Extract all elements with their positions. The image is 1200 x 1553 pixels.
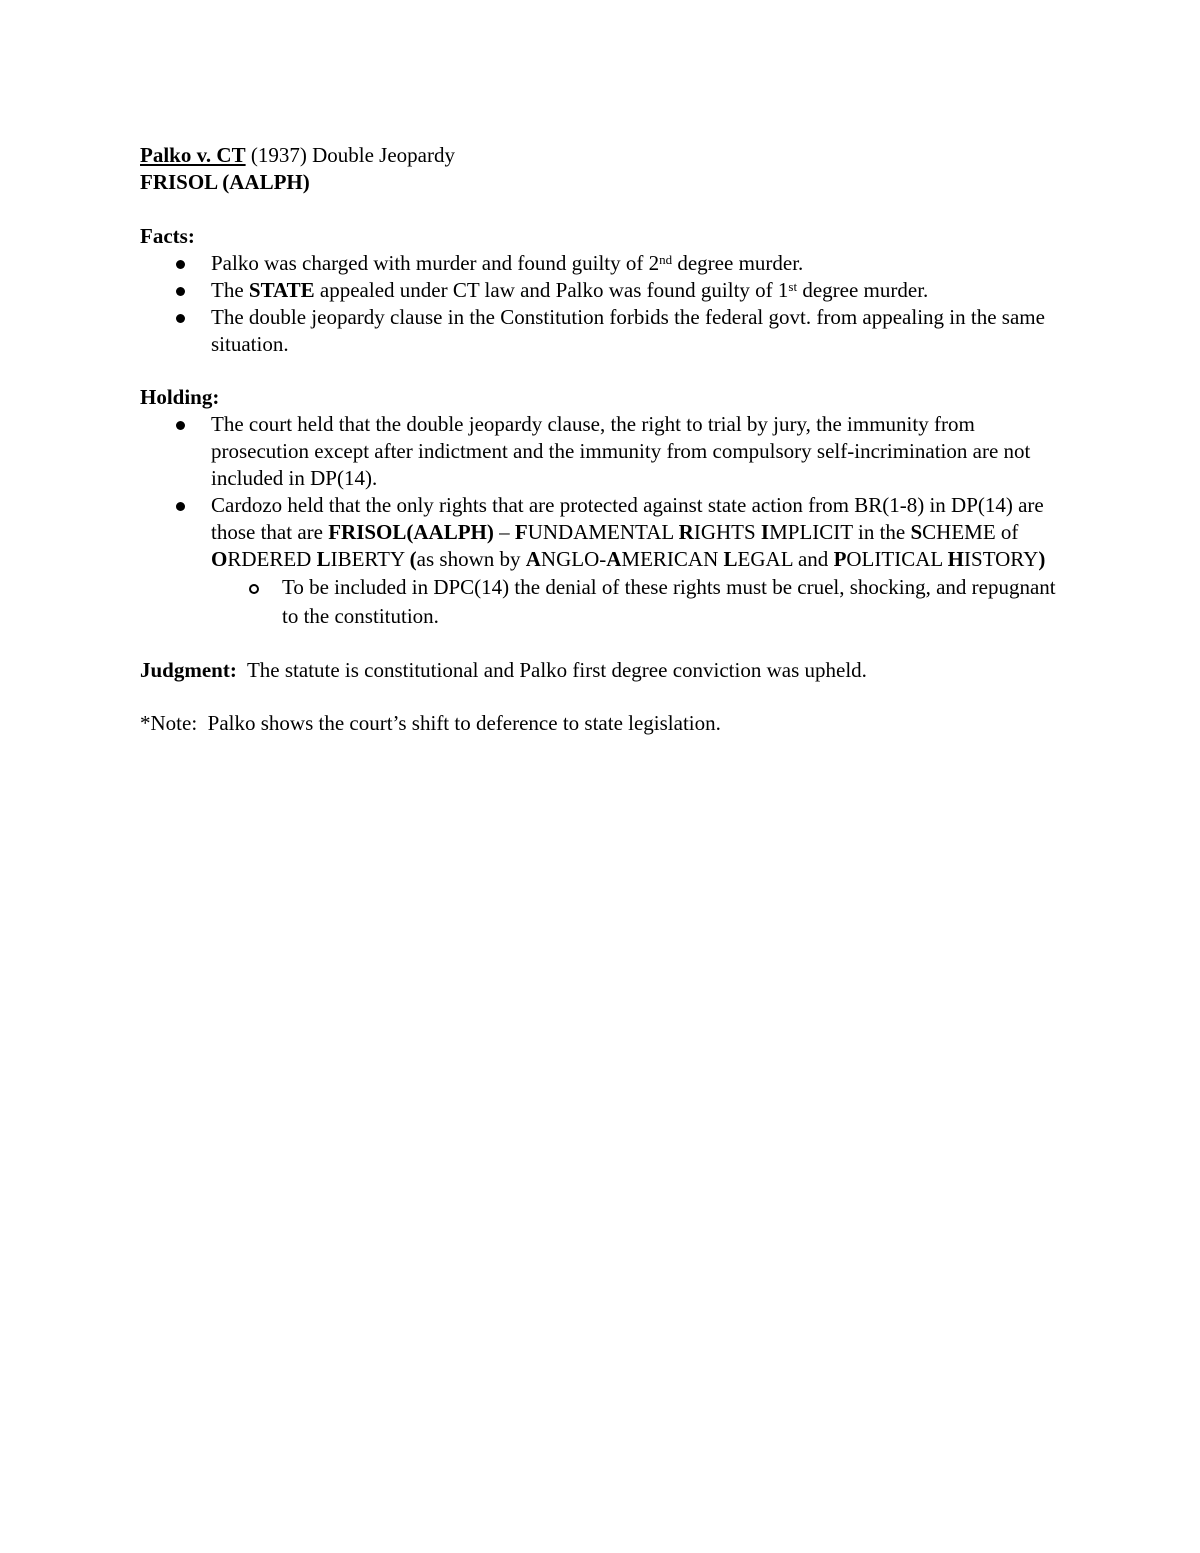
acronym-word: IGHTS [693, 520, 761, 544]
frisol-acronym: FRISOL(AALPH) [328, 520, 494, 544]
acronym-letter: P [833, 547, 847, 571]
facts-item-2-text-end: degree murder. [797, 278, 929, 302]
facts-item-2-text: The [211, 278, 249, 302]
acronym-letter: I [760, 520, 770, 544]
judgment-label: Judgment: [140, 658, 237, 682]
case-name: Palko v. CT [140, 143, 246, 167]
judgment-text: The statute is constitutional and Palko first degree conviction was upheld. [236, 658, 867, 682]
acronym-word: OLITICAL [846, 547, 948, 571]
acronym-letter: F [514, 520, 528, 544]
facts-item-2 [140, 277, 1070, 304]
holding-item-1: The court held that the double jeopardy clause, the right to trial by jury, the immunity from prosecution except after indictment and the immunity from compulsory self-incrimination are not included in DP(14). [140, 411, 1070, 492]
acronym-letter: A [525, 547, 541, 571]
acronym-word: CHEME of [922, 520, 1019, 544]
dash: – [493, 520, 515, 544]
mnemonic: FRISOL (AALPH) [140, 170, 310, 194]
acronym-word: UNDAMENTAL [527, 520, 679, 544]
acronym-word: MERICAN [621, 547, 724, 571]
holding-item-2 [140, 492, 1070, 631]
holding-sublist [211, 573, 1070, 631]
acronym-letter: L [316, 547, 331, 571]
ordinal-suffix: nd [659, 252, 673, 267]
state-emphasis: STATE [248, 278, 315, 302]
acronym-letter: H [947, 547, 965, 571]
acronym-word: RDERED [227, 547, 317, 571]
as-shown-by: as shown by [416, 547, 526, 571]
holding-heading: Holding: [140, 385, 220, 409]
acronym-word: ISTORY [964, 547, 1039, 571]
facts-item-3: The double jeopardy clause in the Constitution forbids the federal govt. from appealing in the same situation. [140, 304, 1070, 358]
judgment [140, 657, 1070, 684]
facts-heading: Facts: [140, 224, 195, 248]
acronym-letter: O [211, 547, 228, 571]
facts-item-2-text-mid: appealed under CT law and Palko was found guilty of 1 [314, 278, 789, 302]
acronym-word: MPLICIT in the [769, 520, 911, 544]
holding-item-2-text: Cardozo held that the only rights that are protected against state action from BR(1-8) in DP(14) are those that are [211, 493, 1044, 544]
acronym-word: EGAL and [737, 547, 834, 571]
acronym-word: NGLO- [540, 547, 607, 571]
case-title [140, 142, 1070, 169]
ordinal-suffix: st [788, 279, 798, 294]
acronym-word: IBERTY [330, 547, 410, 571]
holding-subitem-1: To be included in DPC(14) the denial of these rights must be cruel, shocking, and repugnant to the constitution. [211, 573, 1070, 631]
note: *Note: Palko shows the court’s shift to deference to state legislation. [140, 711, 721, 735]
case-title-rest: (1937) Double Jeopardy [245, 143, 455, 167]
acronym-letter: L [723, 547, 738, 571]
holding-list [140, 411, 1070, 631]
facts-item-1-text: Palko was charged with murder and found guilty of 2 [211, 251, 660, 275]
paren-open: ( [409, 547, 417, 571]
acronym-letter: R [678, 520, 694, 544]
facts-list [140, 250, 1070, 358]
facts-item-1 [140, 250, 1070, 277]
facts-item-1-text-end: degree murder. [672, 251, 804, 275]
acronym-letter: S [910, 520, 923, 544]
acronym-letter: A [606, 547, 622, 571]
paren-close: ) [1038, 547, 1046, 571]
document-page [140, 142, 1070, 737]
